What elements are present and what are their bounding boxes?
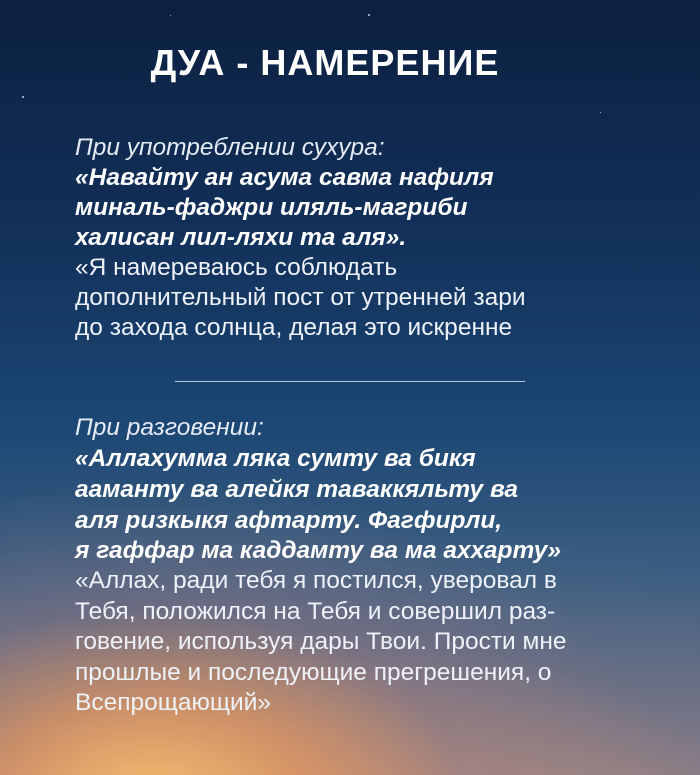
iftar-translation-line: «Аллах, ради тебя я постился, уверовал в: [75, 567, 557, 594]
suhur-translation-line: дополнительный пост от утренней зари: [75, 284, 526, 311]
iftar-translation-line: говение, используя дары Твои. Прости мне: [75, 628, 567, 655]
iftar-translation-line: Всепрощающий»: [75, 689, 272, 716]
suhur-dua-line: халисан лил-ляхи та аля».: [75, 224, 407, 251]
star: [600, 112, 601, 113]
iftar-dua-line: я гаффар ма каддамту ва ма аххарту»: [75, 537, 561, 564]
suhur-translation-line: до захода солнца, делая это искренне: [75, 314, 513, 341]
star: [368, 14, 370, 16]
star: [170, 15, 171, 16]
star: [22, 96, 24, 98]
iftar-dua-line: «Аллахумма ляка сумту ва бикя: [75, 445, 476, 472]
iftar-dua-line: аля ризкыкя афтарту. Фагфирли,: [75, 507, 503, 534]
iftar-translation-line: Тебя, положился на Тебя и совершил раз-: [75, 598, 556, 625]
suhur-translation-line: «Я намереваюсь соблюдать: [75, 254, 398, 281]
divider: [175, 381, 525, 382]
page-title: ДУА - НАМЕРЕНИЕ: [150, 42, 500, 83]
iftar-translation-line: прошлые и последующие прегрешения, о: [75, 659, 552, 686]
suhur-dua-line: миналь-фаджри иляль-магриби: [75, 194, 468, 221]
iftar-dua-line: ааманту ва алейкя таваккяльту ва: [75, 476, 519, 503]
suhur-dua-line: «Навайту ан асума савма нафиля: [75, 164, 494, 191]
iftar-lead: При разговении:: [75, 414, 264, 441]
suhur-lead: При употреблении сухура:: [75, 134, 385, 161]
